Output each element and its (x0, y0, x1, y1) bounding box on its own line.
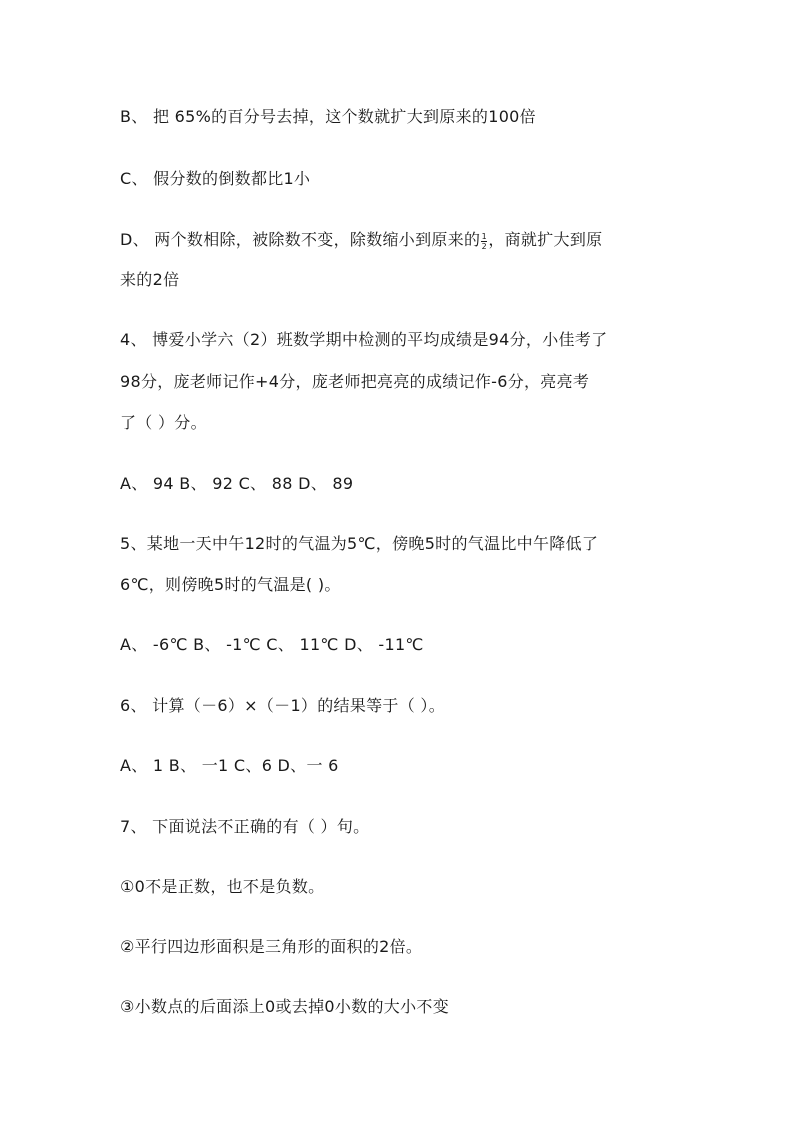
option-c-line: C、 假分数的倒数都比1小 (120, 169, 311, 188)
question-4-line-3: 了（ ）分。 (120, 413, 207, 432)
option-d-line-continued: 来的2倍 (120, 270, 180, 289)
question-5-line-1: 5、某地一天中午12时的气温为5℃，傍晚5时的气温比中午降低了 (120, 534, 599, 553)
option-d-text-end: ，商就扩大到原 (488, 230, 603, 249)
statement-1: ①0不是正数，也不是负数。 (120, 877, 325, 896)
option-d-text-start: D、 两个数相除，被除数不变，除数缩小到原来的 (120, 230, 481, 249)
question-5-options: A、 -6℃ B、 -1℃ C、 11℃ D、 -11℃ (120, 635, 424, 654)
fraction-numerator: 1 (481, 232, 487, 241)
fraction-one-half (481, 233, 487, 250)
option-d-line (120, 230, 602, 250)
fraction-denominator: 2 (481, 242, 487, 251)
question-4-line-1: 4、 博爱小学六（2）班数学期中检测的平均成绩是94分，小佳考了 (120, 330, 608, 349)
question-7-line: 7、 下面说法不正确的有（ ）句。 (120, 817, 370, 836)
question-6-line: 6、 计算（－6）×（－1）的结果等于（ ）。 (120, 696, 446, 715)
statement-2: ②平行四边形面积是三角形的面积的2倍。 (120, 937, 423, 956)
option-b-line: B、 把 65%的百分号去掉，这个数就扩大到原来的100倍 (120, 107, 536, 126)
question-4-line-2: 98分，庞老师记作+4分，庞老师把亮亮的成绩记作-6分，亮亮考 (120, 372, 590, 391)
statement-3: ③小数点的后面添上0或去掉0小数的大小不变 (120, 997, 450, 1016)
question-5-line-2: 6℃，则傍晚5时的气温是( )。 (120, 575, 341, 594)
question-4-options: A、 94 B、 92 C、 88 D、 89 (120, 474, 354, 493)
question-6-options: A、 1 B、 一1 C、6 D、一 6 (120, 756, 339, 775)
